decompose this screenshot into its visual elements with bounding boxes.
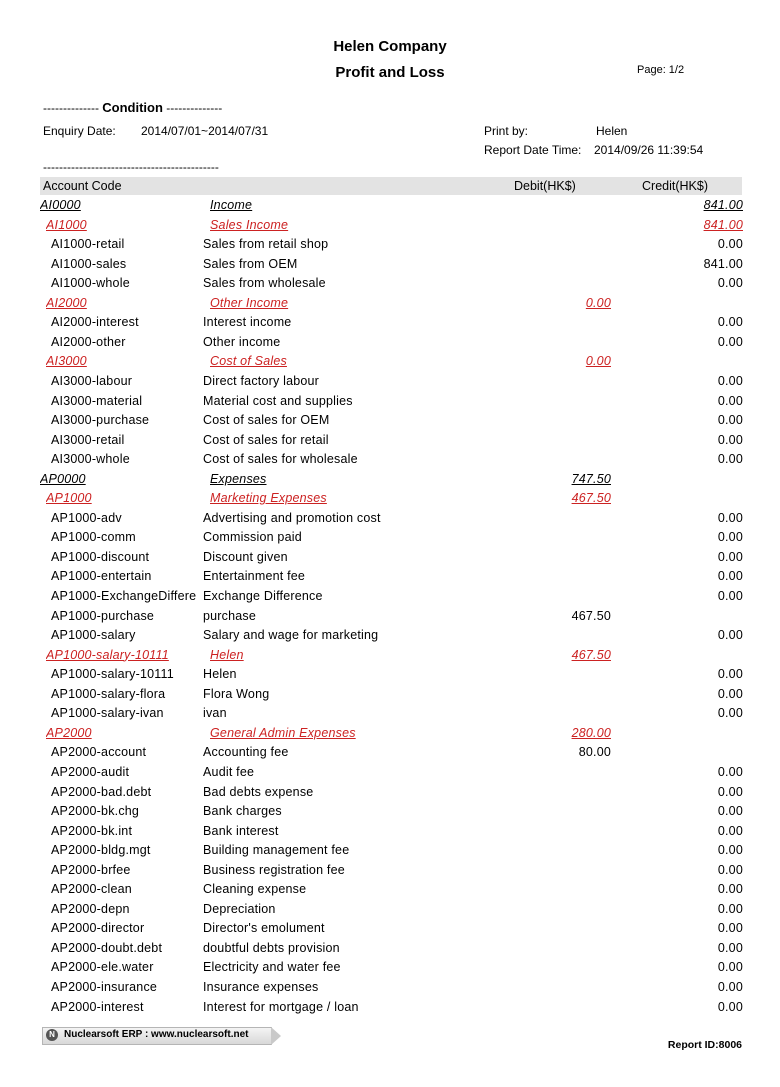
credit-value: 0.00 (717, 393, 743, 408)
account-name: Director's emolument (203, 921, 325, 936)
account-name: doubtful debts provision (203, 940, 340, 955)
account-name: Other Income (210, 295, 289, 310)
subgroup-row (0, 724, 780, 743)
credit-value: 0.00 (717, 452, 743, 467)
table-row (0, 372, 780, 391)
account-code: AP1000-salary-ivan (51, 706, 164, 721)
account-name: purchase (203, 608, 257, 623)
account-name: Depreciation (203, 901, 276, 916)
credit-value: 0.00 (717, 882, 743, 897)
account-name: Other income (203, 334, 281, 349)
account-name: General Admin Expenses (210, 725, 356, 740)
credit-value: 0.00 (717, 804, 743, 819)
credit-value: 0.00 (717, 315, 743, 330)
credit-value: 0.00 (717, 999, 743, 1014)
subgroup-row (0, 489, 780, 508)
table-row (0, 978, 780, 997)
footer-arrow-icon (271, 1027, 281, 1045)
account-code: AP0000 (40, 471, 86, 486)
report-id: Report ID:8006 (667, 1039, 742, 1051)
group-row (0, 196, 780, 215)
account-name: Expenses (210, 471, 267, 486)
table-row (0, 392, 780, 411)
account-name: Business registration fee (203, 862, 345, 877)
credit-value: 0.00 (717, 843, 743, 858)
account-code: AP1000-ExchangeDiffere (51, 589, 197, 603)
account-name: Sales Income (210, 217, 289, 232)
account-code: AI2000-other (51, 334, 126, 349)
table-row (0, 704, 780, 723)
account-code: AP2000-depn (51, 901, 130, 916)
account-name: Material cost and supplies (203, 393, 353, 408)
account-name: Interest for mortgage / loan (203, 999, 359, 1014)
account-code: AP1000-purchase (51, 608, 155, 623)
account-name: Helen (203, 667, 237, 682)
table-row (0, 411, 780, 430)
account-code: AP2000-interest (51, 999, 144, 1014)
subgroup-row (0, 294, 780, 313)
account-code: AI1000-retail (51, 237, 125, 252)
table-row (0, 626, 780, 645)
account-name: Marketing Expenses (210, 491, 327, 506)
account-code: AI1000-whole (51, 276, 130, 291)
table-row (0, 235, 780, 254)
account-code: AP2000 (46, 725, 92, 740)
table-row (0, 274, 780, 293)
account-name: Bank interest (203, 823, 279, 838)
credit-value: 0.00 (717, 549, 743, 564)
debit-value: 467.50 (571, 491, 611, 506)
subgroup-row (0, 216, 780, 235)
account-name: Advertising and promotion cost (203, 510, 381, 525)
account-name: Sales from OEM (203, 256, 298, 271)
account-name: ivan (203, 706, 227, 721)
table-row (0, 841, 780, 860)
table-row (0, 548, 780, 567)
table-row (0, 802, 780, 821)
account-code: AI3000-whole (51, 452, 130, 467)
account-name: Discount given (203, 549, 288, 564)
table-header (40, 177, 742, 195)
nuclearsoft-logo-icon: N (46, 1029, 58, 1041)
table-row (0, 743, 780, 762)
account-code: AP1000-entertain (51, 569, 152, 584)
debit-value: 280.00 (571, 725, 611, 740)
credit-value: 0.00 (717, 589, 743, 603)
account-code: AP1000-salary-10111 (51, 667, 174, 682)
account-name: Electricity and water fee (203, 960, 341, 975)
account-name: Flora Wong (203, 686, 270, 701)
credit-value: 841.00 (703, 217, 743, 232)
account-name: Interest income (203, 315, 292, 330)
table-row (0, 607, 780, 626)
account-name: Sales from wholesale (203, 276, 326, 291)
col-debit: Debit(HK$) (514, 179, 576, 193)
account-code: AP2000-director (51, 921, 145, 936)
credit-value: 0.00 (717, 764, 743, 779)
account-name: Helen (210, 647, 244, 662)
table-row (0, 900, 780, 919)
credit-value: 0.00 (717, 530, 743, 545)
subgroup-row (0, 646, 780, 665)
credit-value: 0.00 (717, 237, 743, 252)
credit-value: 0.00 (717, 980, 743, 994)
account-name: Cleaning expense (203, 882, 307, 897)
group-row (0, 470, 780, 489)
account-code: AP2000-bk.chg (51, 804, 140, 819)
account-name: Salary and wage for marketing (203, 628, 379, 643)
account-name: Cost of sales for wholesale (203, 452, 358, 467)
table-row (0, 255, 780, 274)
credit-value: 0.00 (717, 686, 743, 701)
table-row (0, 822, 780, 841)
account-code: AP2000-doubt.debt (51, 940, 163, 955)
account-name: Building management fee (203, 843, 350, 858)
subgroup-row (0, 352, 780, 371)
account-code: AP1000-comm (51, 530, 136, 545)
account-name: Cost of sales for retail (203, 432, 329, 447)
table-row (0, 528, 780, 547)
table-row (0, 763, 780, 782)
debit-value: 0.00 (585, 295, 611, 310)
account-code: AI3000-labour (51, 373, 133, 388)
account-code: AI3000-purchase (51, 413, 150, 428)
account-name: Bad debts expense (203, 784, 314, 799)
account-name: Audit fee (203, 764, 255, 779)
credit-value: 0.00 (717, 921, 743, 936)
account-code: AP2000-brfee (51, 862, 131, 877)
credit-value: 0.00 (717, 667, 743, 682)
account-code: AP2000-clean (51, 882, 132, 897)
footer-logo-text: Nuclearsoft ERP : www.nuclearsoft.net (64, 1029, 249, 1040)
credit-value: 0.00 (717, 823, 743, 838)
account-name: Insurance expenses (203, 980, 319, 994)
credit-value: 0.00 (717, 940, 743, 955)
table-row (0, 919, 780, 938)
account-code: AP1000-salary (51, 628, 136, 643)
condition-divider: -------------------------------------------- (43, 160, 219, 174)
table-row (0, 939, 780, 958)
table-row (0, 587, 780, 606)
account-code: AP1000-salary-flora (51, 686, 166, 701)
account-code: AI0000 (40, 198, 81, 212)
account-code: AP1000-discount (51, 549, 150, 564)
account-name: Cost of sales for OEM (203, 413, 330, 428)
col-account-code: Account Code (43, 179, 122, 193)
account-code: AP1000-adv (51, 510, 122, 525)
credit-value: 0.00 (717, 901, 743, 916)
account-name: Commission paid (203, 530, 302, 545)
table-row (0, 509, 780, 528)
condition-label: Condition (102, 100, 163, 115)
account-code: AI3000-retail (51, 432, 125, 447)
account-name: Accounting fee (203, 745, 289, 760)
account-name: Cost of Sales (210, 354, 287, 369)
credit-value: 0.00 (717, 960, 743, 975)
account-code: AP2000-bldg.mgt (51, 843, 151, 858)
credit-value: 0.00 (717, 432, 743, 447)
enquiry-date-value: 2014/07/01~2014/07/31 (141, 124, 269, 138)
table-row (0, 998, 780, 1017)
debit-value: 467.50 (571, 608, 611, 623)
table-row (0, 450, 780, 469)
account-code: AI2000-interest (51, 315, 139, 330)
credit-value: 0.00 (717, 276, 743, 291)
account-code: AI3000 (46, 354, 87, 369)
credit-value: 0.00 (717, 706, 743, 721)
account-code: AI2000 (46, 295, 87, 310)
account-code: AI1000 (46, 217, 87, 232)
account-code: AP2000-bad.debt (51, 784, 152, 799)
debit-value: 0.00 (585, 354, 611, 369)
credit-value: 0.00 (717, 569, 743, 584)
credit-value: 841.00 (703, 256, 743, 271)
print-by-label: Print by: (484, 124, 529, 138)
account-name: Entertainment fee (203, 569, 306, 584)
footer-logo (42, 1027, 282, 1045)
table-row (0, 685, 780, 704)
table-row (0, 783, 780, 802)
debit-value: 747.50 (571, 471, 611, 486)
account-code: AP1000 (46, 491, 92, 506)
credit-value: 0.00 (717, 334, 743, 349)
credit-value: 0.00 (717, 784, 743, 799)
credit-value: 0.00 (717, 373, 743, 388)
report-date-value: 2014/09/26 11:39:54 (594, 143, 704, 157)
enquiry-date-label: Enquiry Date: (43, 124, 116, 138)
account-name: Bank charges (203, 804, 282, 819)
table-row (0, 431, 780, 450)
table-row (0, 333, 780, 352)
report-date-label: Report Date Time: (484, 143, 582, 157)
account-code: AI1000-sales (51, 256, 127, 271)
credit-value: 0.00 (717, 862, 743, 877)
account-name: Direct factory labour (203, 373, 320, 388)
credit-value: 0.00 (717, 413, 743, 428)
company-name: Helen Company (333, 38, 447, 55)
table-row (0, 880, 780, 899)
page-number: Page: 1/2 (637, 64, 685, 76)
debit-value: 467.50 (571, 647, 611, 662)
account-name: Exchange Difference (203, 589, 323, 603)
table-row (0, 958, 780, 977)
account-name: Sales from retail shop (203, 237, 329, 252)
credit-value: 0.00 (717, 510, 743, 525)
credit-value: 0.00 (717, 628, 743, 643)
account-code: AP2000-account (51, 745, 147, 760)
condition-heading: -------------- Condition -------------- (43, 100, 223, 115)
debit-value: 80.00 (578, 745, 611, 760)
credit-value: 841.00 (703, 198, 743, 212)
account-code: AI3000-material (51, 393, 143, 408)
account-name: Income (210, 198, 253, 212)
table-row (0, 665, 780, 684)
report-title: Profit and Loss (335, 64, 445, 81)
account-code: AP2000-audit (51, 764, 130, 779)
table-row (0, 313, 780, 332)
account-code: AP2000-insurance (51, 980, 158, 994)
col-credit: Credit(HK$) (642, 179, 708, 193)
print-by-value: Helen (596, 124, 628, 138)
account-code: AP1000-salary-10111 (46, 647, 169, 662)
account-code: AP2000-ele.water (51, 960, 154, 975)
table-row (0, 567, 780, 586)
account-code: AP2000-bk.int (51, 823, 133, 838)
table-row (0, 861, 780, 880)
